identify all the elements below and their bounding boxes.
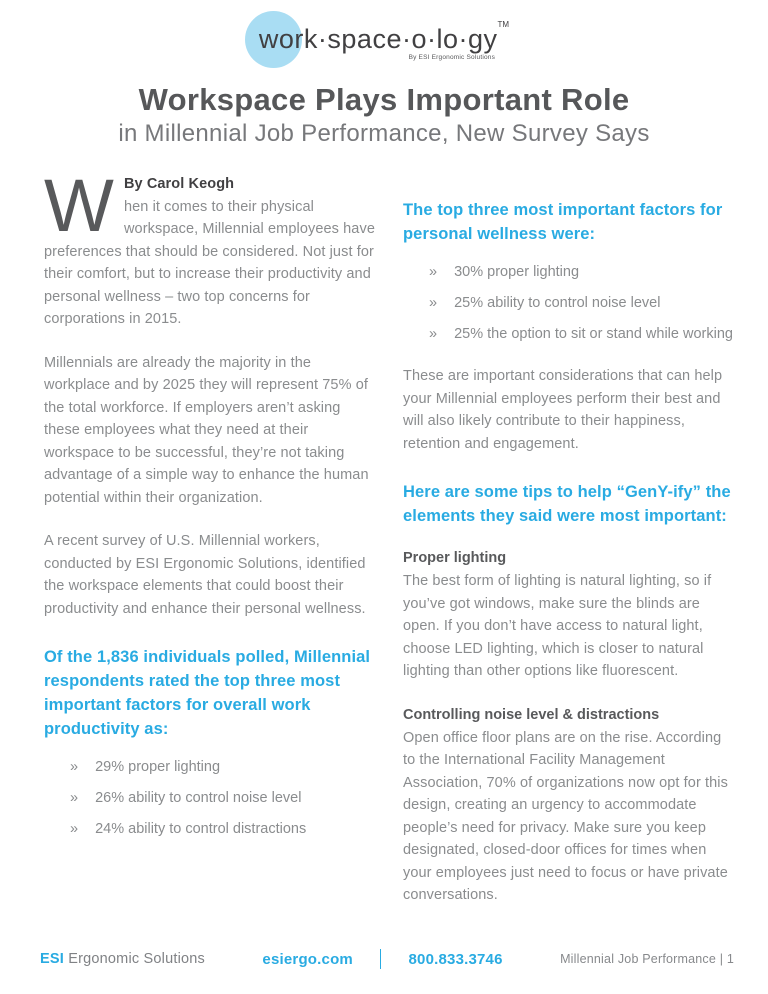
paragraph-survey: A recent survey of U.S. Millennial workers, conducted by ESI Ergonomic Solutions, identified the workspace elements that could boost their productivity and enhance their personal wellness. — [44, 533, 366, 617]
article-column-right — [403, 173, 734, 928]
section-heading-productivity: Of the 1,836 individuals polled, Millennial respondents rated the top three most important factors for overall work productivity as: — [44, 648, 371, 738]
list-item — [44, 756, 375, 778]
list-item-text: 25% the option to sit or stand while working — [454, 326, 733, 342]
section-heading-tips: Here are some tips to help “GenY-ify” the elements they said were most important: — [403, 483, 731, 525]
list-item-text: 24% ability to control distractions — [95, 821, 307, 837]
page-title: Workspace Plays Important Role — [138, 82, 630, 117]
productivity-bullet-list — [44, 756, 375, 840]
workspaceology-logo — [259, 10, 509, 70]
byline: By Carol Keogh — [123, 176, 235, 192]
logo-wordmark: work·space·o·lo·gy — [258, 24, 498, 54]
footer-website-link[interactable]: esiergo.com — [262, 950, 353, 968]
list-item — [44, 787, 375, 809]
intro-paragraph — [44, 164, 375, 331]
list-item — [403, 292, 734, 314]
footer-brand-esi: ESI — [40, 951, 64, 967]
logo-tagline: By ESI Ergonomic Solutions — [408, 54, 496, 61]
list-item — [44, 818, 375, 840]
footer-phone-link[interactable]: 800.833.3746 — [408, 950, 503, 968]
list-item-text: 30% proper lighting — [454, 264, 580, 280]
tip-paragraph-noise: Open office floor plans are on the rise. According to the International Facility Management Association, 70% of organizations now opt for this design, creating an urgency to accommodate people’s need for privacy. Make sure you keep designated, closed-door offices for times when your employees just need to focus or have private conversations. — [403, 729, 728, 903]
chevron-bullet-icon: » — [429, 295, 438, 311]
footer-brand — [40, 951, 205, 967]
trademark-symbol: TM — [497, 20, 510, 29]
list-item-text: 29% proper lighting — [95, 759, 221, 775]
tip-heading-noise: Controlling noise level & distractions — [403, 706, 660, 723]
footer-contact — [262, 949, 502, 969]
tip-paragraph-lighting: The best form of lighting is natural lighting, so if you’ve got windows, make sure the blinds are open. If you don’t have access to natural light, choose LED lighting, which is closer to natural lighting than other options like fluorescent. — [403, 573, 712, 679]
list-item-text: 26% ability to control noise level — [95, 790, 302, 806]
chevron-bullet-icon: » — [429, 326, 438, 342]
article-body — [0, 148, 768, 928]
section-heading-wellness: The top three most important factors for personal wellness were: — [403, 201, 723, 243]
paragraph-millennials-majority: Millennials are already the majority in the workplace and by 2025 they will represent 75% of the total workforce. If employers aren’t asking these employees what they need at their workspace to be successful, they’re not taking advantage of a simple way to enhance the human potential within their organization. — [44, 354, 369, 506]
footer-page-number: Millennial Job Performance | 1 — [560, 952, 734, 966]
list-item-text: 25% ability to control noise level — [454, 295, 661, 311]
list-item — [403, 323, 734, 345]
drop-cap: W — [44, 164, 114, 247]
footer-divider — [380, 949, 382, 969]
intro-paragraph-text: hen it comes to their physical workspace, Millennial employees have preferences that should be considered. Not just for their comfort, but to increase their productivity and personal wellness – two top concerns for corporations in 2015. — [44, 198, 375, 327]
chevron-bullet-icon: » — [70, 790, 79, 806]
article-column-left — [44, 164, 375, 928]
tip-heading-lighting: Proper lighting — [403, 550, 507, 566]
paragraph-considerations: These are important considerations that can help your Millennial employees perform their best and will also likely contribute to their happiness, retention and engagement. — [403, 368, 723, 452]
wellness-bullet-list — [403, 261, 734, 345]
chevron-bullet-icon: » — [429, 264, 438, 280]
header — [0, 0, 768, 148]
footer — [40, 949, 734, 969]
chevron-bullet-icon: » — [70, 821, 79, 837]
footer-brand-rest: Ergonomic Solutions — [63, 951, 205, 967]
page-subtitle: in Millennial Job Performance, New Survey Says — [118, 120, 650, 147]
list-item — [403, 261, 734, 283]
chevron-bullet-icon: » — [70, 759, 79, 775]
